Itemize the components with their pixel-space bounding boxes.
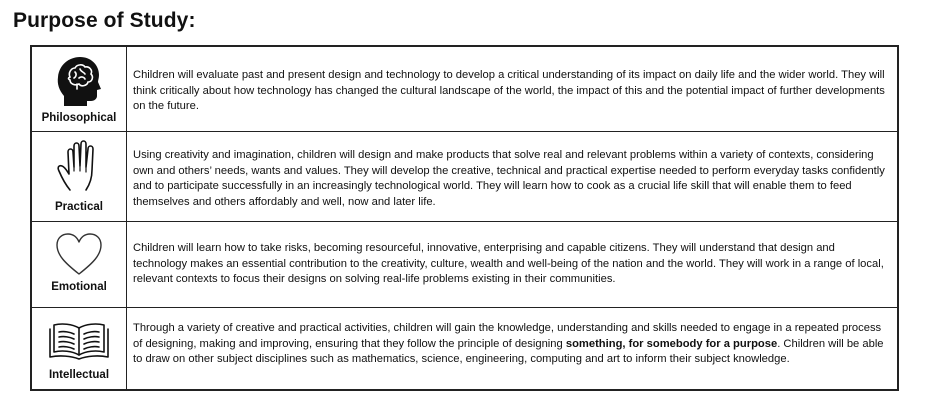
row-label-emotional: Emotional <box>51 281 107 293</box>
row-text-intellectual-emphasis: something, for somebody for a purpose <box>565 337 778 350</box>
row-text-intellectual-part2: . Children will be able to draw on other subject disciplines such as mathematics, science, engineering, computing and art to inform their subject knowledge. <box>133 337 884 366</box>
row-text-intellectual <box>133 321 889 368</box>
row-text-philosophical: Children will evaluate past and present design and technology to develop a critical understanding of its impact on daily life and the wider world. They will think critically about how technology has changed the cultural landscape of the world, the impact of this and the potential impact of further developments on the future. <box>133 69 885 113</box>
table-row-practical <box>32 131 897 221</box>
heart-icon <box>55 232 103 276</box>
hand-icon <box>56 140 102 192</box>
head-brain-icon <box>57 56 101 108</box>
table-row-emotional <box>32 221 897 307</box>
row-text-intellectual-part1: Through a variety of creative and practical activities, children will gain the knowledge, understanding and skills needed to engage in a repeated process of designing, making and improving, ensuring that they follow the principle of designing <box>133 322 882 350</box>
row-text-practical: Using creativity and imagination, children will design and make products that solve real and relevant problems within a variety of contexts, considering own and others’ needs, wants and values. They will develop the creative, technical and practical expertise needed to perform everyday tasks confidently and to participate successfully in an increasingly technological world. They will learn how to cook as a crucial life skill that will enable them to feed themselves and others affordably and well, now and later life. <box>133 149 885 209</box>
row-text-emotional: Children will learn how to take risks, becoming resourceful, innovative, enterprising and capable citizens. They will understand that design and technology makes an essential contribution to the creativity, culture, wealth and well-being of the nation and the world. They will work in a range of local, relevant contexts to focus their designs on solving real-life problems existing in their communities. <box>133 242 884 286</box>
icon-cell-practical <box>32 132 127 221</box>
page-title: Purpose of Study: <box>13 9 196 32</box>
open-book-icon <box>48 322 110 360</box>
row-label-philosophical: Philosophical <box>41 112 117 124</box>
icon-cell-philosophical <box>32 47 127 131</box>
table-row-philosophical <box>32 47 897 131</box>
icon-cell-emotional <box>32 222 127 307</box>
row-label-intellectual: Intellectual <box>48 369 110 381</box>
table-row-intellectual <box>32 307 897 389</box>
icon-cell-intellectual <box>32 308 127 389</box>
purpose-table <box>30 45 899 391</box>
row-label-practical: Practical <box>55 201 103 213</box>
